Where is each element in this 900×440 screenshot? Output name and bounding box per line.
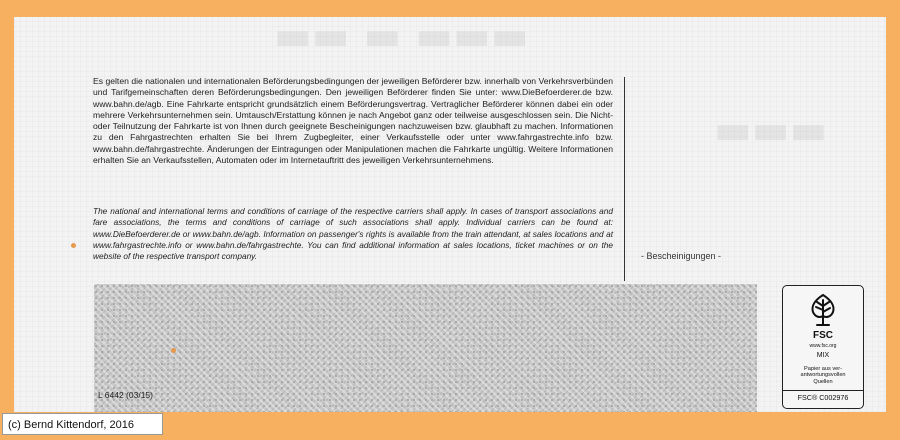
punch-hole bbox=[171, 348, 176, 353]
fsc-label bbox=[782, 285, 864, 409]
certificates-label: - Bescheinigungen - bbox=[641, 251, 722, 261]
copyright-credit: (c) Bernd Kittendorf, 2016 bbox=[2, 413, 163, 435]
terms-german: Es gelten die nationalen und internationalen Beförderungsbedingungen der jeweiligen Beförderer bzw. innerhalb von Verkehrsverbünden und Tarifgemeinschaften deren Beförderungsbedingungen. Den jeweiligen Beförderer finden Sie unter: www.DieBefoerderer.de bzw. www.bahn.de/agb. Eine Fahrkarte entspricht grundsätzlich einem Beförderungsvertrag. Vertraglicher Beförderer können dabei ein oder mehrere Verkehrsunternehmen sein. Umtausch/Erstattung können je nach Angebot ganz oder teilweise ausgeschlossen sein. Die Nicht- oder Teilnutzung der Fahrkarte ist von Ihnen durch geeignete Bescheinigungen nachzuweisen bzw. glaubhaft zu machen. Informationen zu den Fahrgastrechten erhalten Sie bei Ihrem Zugbegleiter, einer Verkaufsstelle oder unter www.fahrgastrechte.info bzw. www.bahn.de/fahrgastrechte. Änderungen der Eintragungen oder Manipulationen machen die Fahrkarte ungültig. Weitere Informationen erhalten Sie an Verkaufsstellen, Automaten oder im Internetauftritt des jeweiligen Verkehrsunternehmens. bbox=[93, 76, 613, 166]
faint-stamp-right: ▬▬▬ bbox=[714, 107, 828, 153]
fsc-license-code: FSC® C002976 bbox=[797, 393, 849, 402]
fsc-logo-text: FSC bbox=[813, 330, 833, 341]
divider-line bbox=[624, 77, 625, 281]
fsc-divider bbox=[783, 390, 863, 391]
punch-hole bbox=[71, 243, 76, 248]
ticket-back bbox=[14, 17, 886, 412]
fsc-url: www.fsc.org bbox=[809, 343, 837, 349]
form-code: L 6442 (03/15) bbox=[98, 390, 153, 400]
faint-stamp-top: ▬▬ ▬ ▬▬▬ bbox=[274, 17, 529, 59]
fsc-tree-icon bbox=[805, 292, 841, 328]
security-pattern bbox=[94, 284, 757, 412]
terms-english: The national and international terms and conditions of carriage of the respective carriers shall apply. In cases of transport associations and fare associations, the terms and conditions of carriage of such associations shall apply. Individual carriers can be found at: www.DieBefoerderer.de or www.bahn.de/agb. Information on passenger's rights is available from the train attendant, at sales locations and at www.fahrgastrechte.info or www.bahn.de/fahrgastrechte. You can find additional information at sales locations, ticket machines or on the website of the respective transport company. bbox=[93, 206, 613, 262]
fsc-category: MIX bbox=[816, 352, 830, 359]
fsc-paper-text: Papier aus ver- antwortungsvollen Quellen bbox=[800, 366, 846, 385]
